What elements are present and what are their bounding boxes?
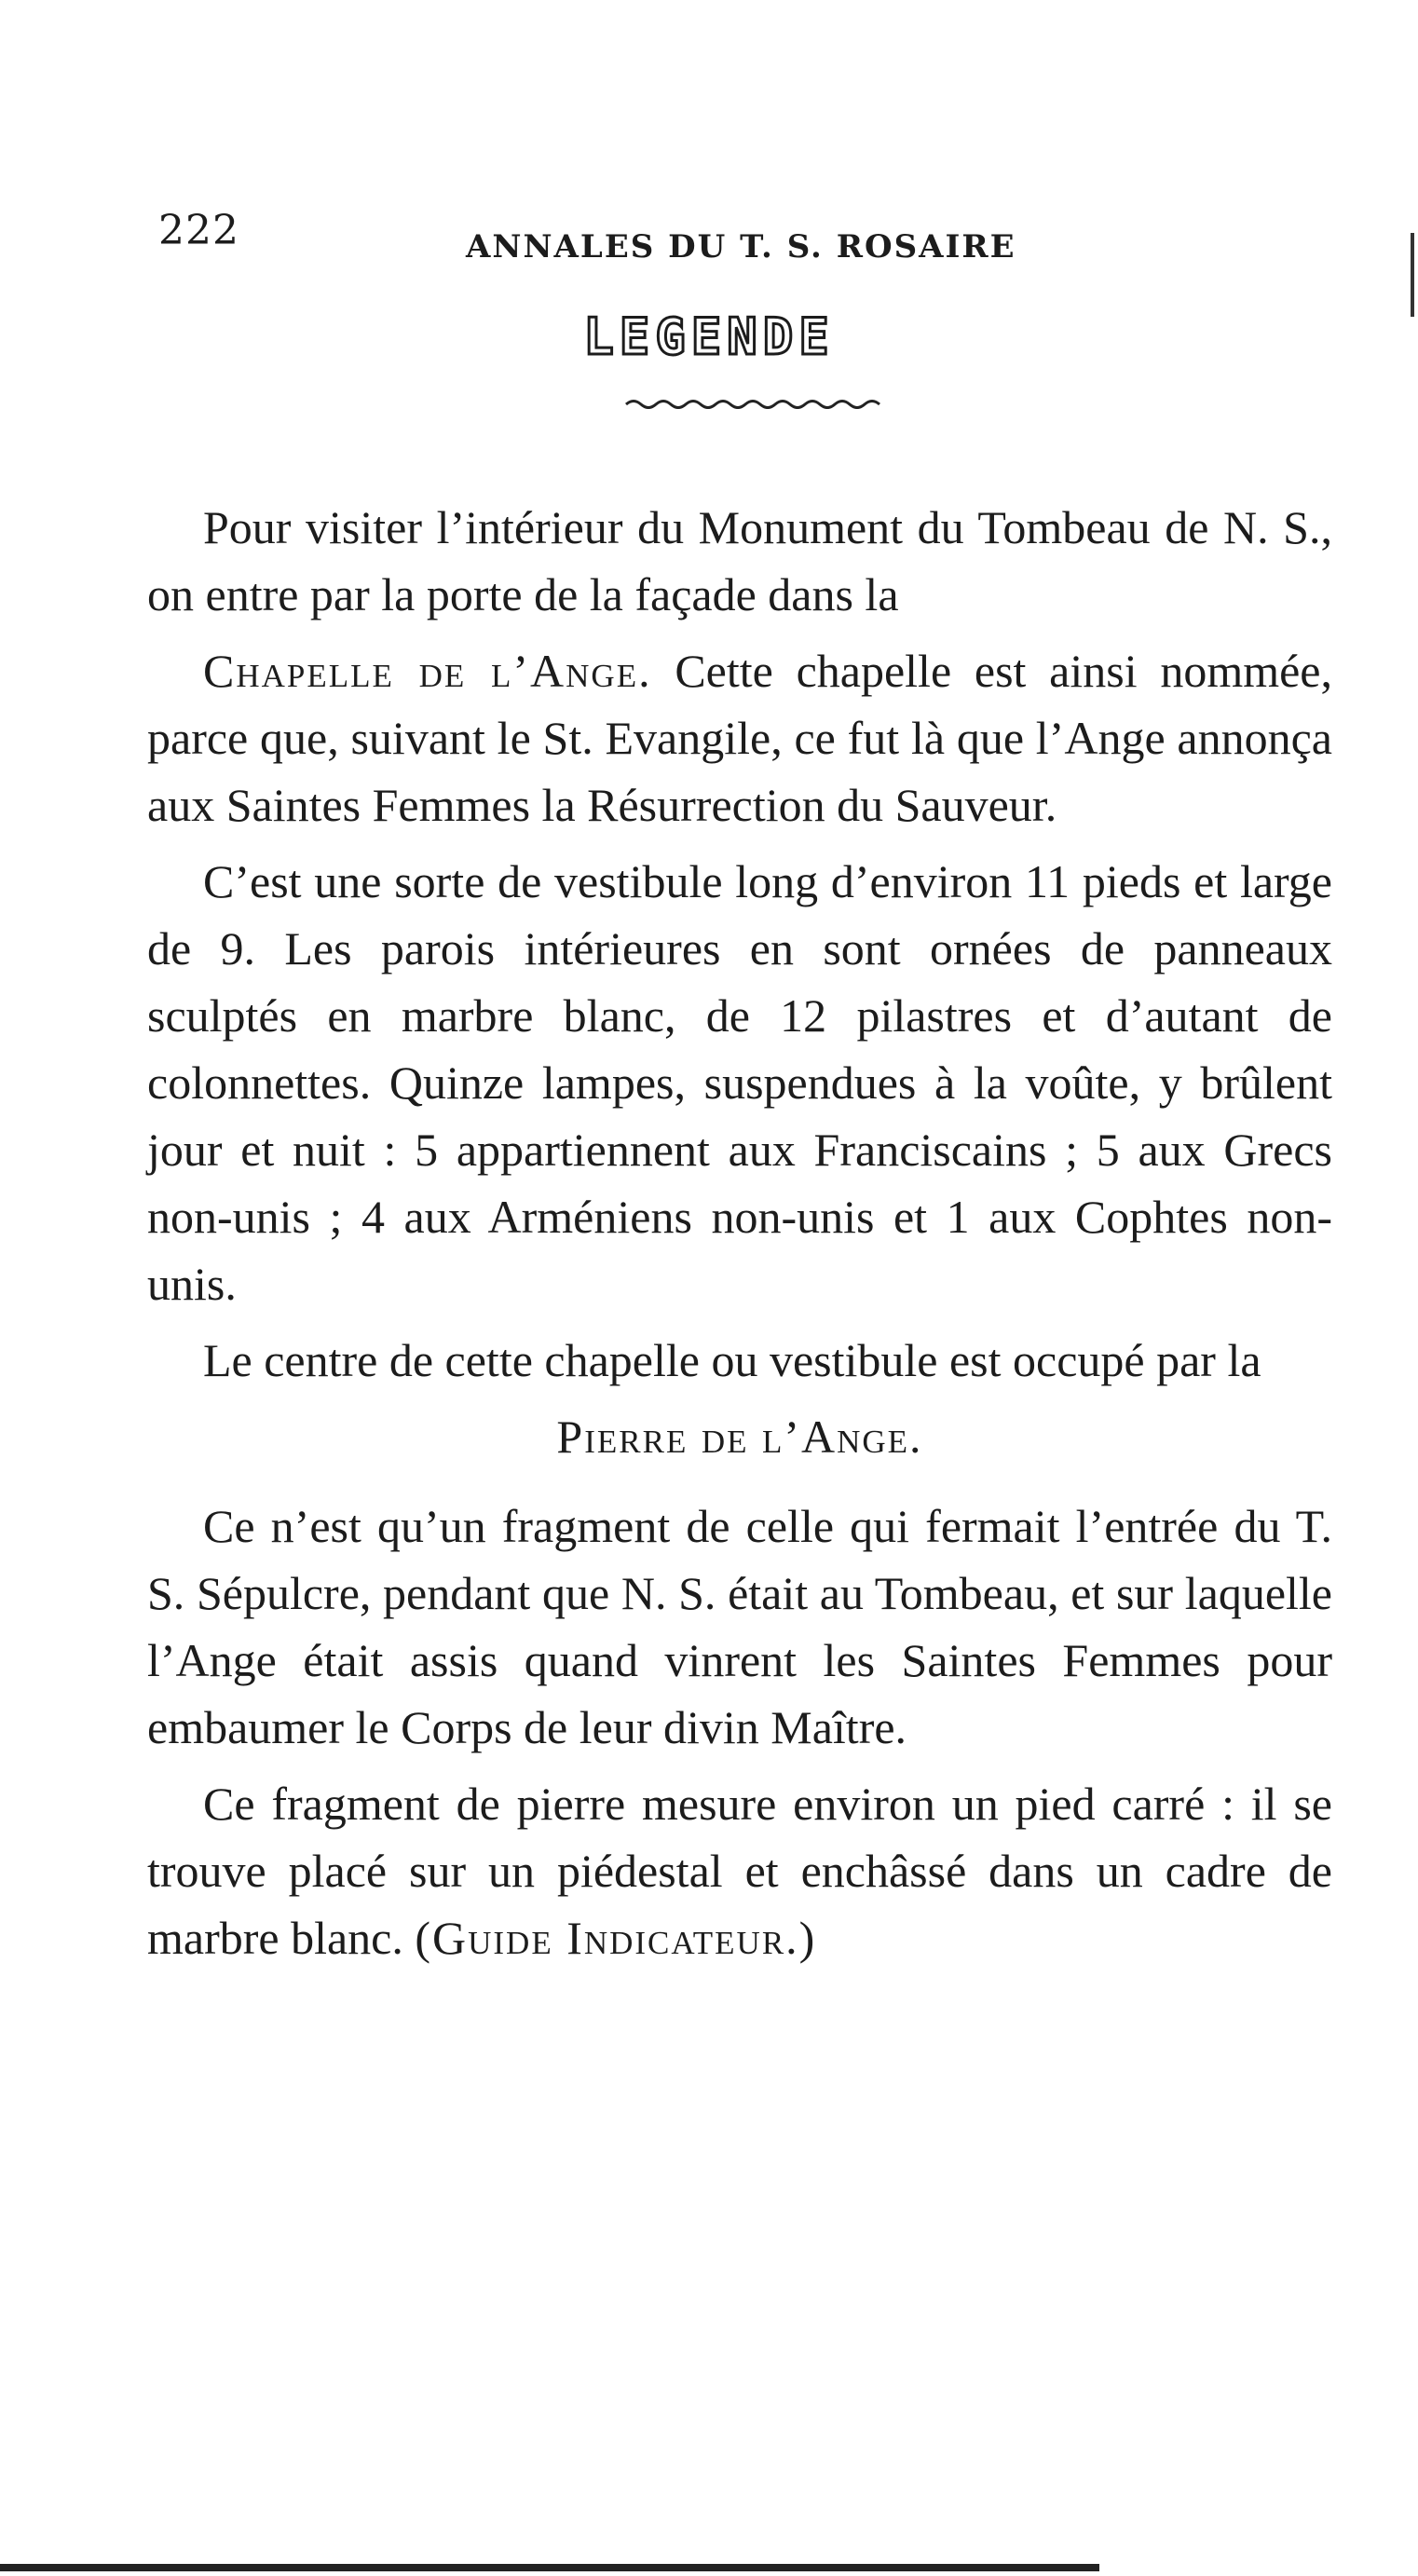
- paragraph-centre: Le centre de cette chapelle ou vestibule est occupé par la: [203, 1334, 1261, 1386]
- paragraph-fragment: Ce n’est qu’un fragment de celle qui fermait l’entrée du T. S. Sépulcre, pendant que N. S. était au Tombeau, et sur laquelle l’Ange était assis quand vinrent les Saintes Femmes pour embaumer le Corps de leur divin Maître.: [147, 1500, 1332, 1753]
- paragraph-chapel-text: Cette chapelle est ainsi nommée, parce que, suivant le St. Evangile, ce fut là que l’Ange annonça aux Saintes Femmes la Résurrection du Sauveur.: [147, 645, 1333, 831]
- paragraph-measure-text: Ce fragment de pierre mesure environ un pied carré : il se trouve placé sur un piédestal et enchâssé dans un cadre de marbre blanc.: [147, 1778, 1332, 1964]
- page-number: 222: [158, 207, 239, 254]
- running-head: ANNALES DU T. S. ROSAIRE: [466, 228, 1016, 266]
- stone-heading: Pierre de l’Ange.: [556, 1411, 923, 1463]
- chapel-name: Chapelle de l’Ange.: [203, 645, 652, 697]
- body-text: [147, 494, 1332, 1981]
- paragraph-measure: [147, 1770, 1332, 1971]
- ornament-divider: [624, 396, 885, 409]
- paragraph-chapel: [147, 637, 1332, 838]
- source-citation: (Guide Indicateur.): [415, 1912, 817, 1964]
- section-title: LEGENDE: [583, 307, 835, 366]
- bottom-rule: [0, 2564, 1099, 2571]
- margin-mark: [1411, 233, 1414, 317]
- paragraph-intro-text: Pour visiter l’intérieur du Monument du Tombeau de N. S., on entre par la porte de la façade dans la: [147, 501, 1332, 620]
- paragraph-vestibule: C’est une sorte de vestibule long d’environ 11 pieds et large de 9. Les parois intérieures en sont ornées de panneaux sculptés en marbre blanc, de 12 pilastres et d’autant de colonnettes. Quinze lampes, suspendues à la voûte, y brûlent jour et nuit : 5 appartiennent aux Franciscains ; 5 aux Grecs non-unis ; 4 aux Arméniens non-unis et 1 aux Cophtes non-unis.: [147, 855, 1332, 1310]
- paragraph-intro: [147, 494, 1332, 628]
